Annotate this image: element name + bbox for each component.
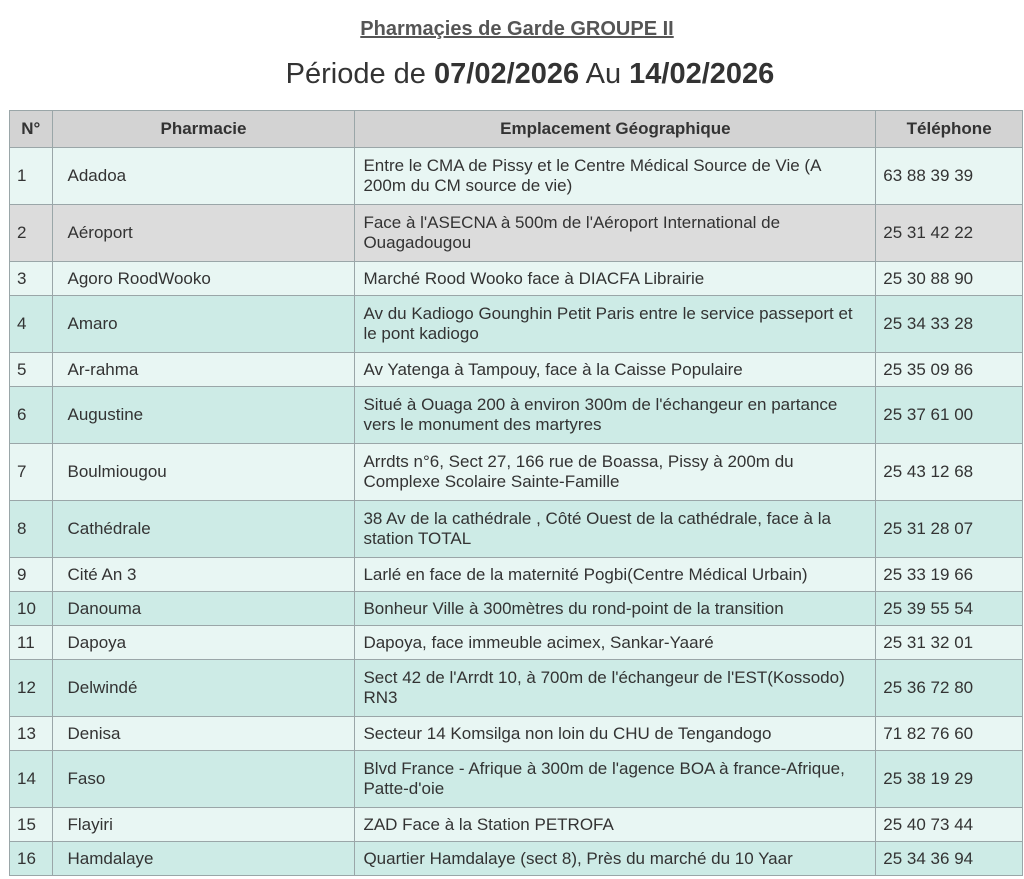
pharmacy-location: Situé à Ouaga 200 à environ 300m de l'échangeur en partance vers le monument des martyres (355, 387, 876, 444)
row-number: 3 (10, 262, 53, 296)
row-number: 7 (10, 444, 53, 501)
pharmacy-phone: 25 39 55 54 (876, 592, 1023, 626)
pharmacy-phone: 25 37 61 00 (876, 387, 1023, 444)
row-number: 13 (10, 717, 53, 751)
pharmacy-location: 38 Av de la cathédrale , Côté Ouest de la cathédrale, face à la station TOTAL (355, 501, 876, 558)
pharmacy-location: Entre le CMA de Pissy et le Centre Médical Source de Vie (A 200m du CM source de vie) (355, 148, 876, 205)
period-end-date: 14/02/2026 (629, 58, 775, 90)
pharmacy-phone: 25 31 28 07 (876, 501, 1023, 558)
row-number: 16 (10, 842, 53, 876)
pharmacy-location: Face à l'ASECNA à 500m de l'Aéroport International de Ouagadougou (355, 205, 876, 262)
pharmacy-name: Cité An 3 (52, 558, 355, 592)
pharmacy-location: Secteur 14 Komsilga non loin du CHU de Tengandogo (355, 717, 876, 751)
period-line (0, 54, 1024, 94)
table-row (10, 626, 1023, 660)
pharmacy-location: Arrdts n°6, Sect 27, 166 rue de Boassa, Pissy à 200m du Complexe Scolaire Sainte-Famille (355, 444, 876, 501)
pharmacy-phone: 71 82 76 60 (876, 717, 1023, 751)
pharmacy-location: Av Yatenga à Tampouy, face à la Caisse Populaire (355, 353, 876, 387)
header-location: Emplacement Géographique (355, 111, 876, 148)
table-row (10, 353, 1023, 387)
pharmacy-phone: 25 36 72 80 (876, 660, 1023, 717)
row-number: 14 (10, 751, 53, 808)
table-row (10, 842, 1023, 876)
pharmacy-phone: 25 40 73 44 (876, 808, 1023, 842)
pharmacy-phone: 25 33 19 66 (876, 558, 1023, 592)
pharmacy-name: Danouma (52, 592, 355, 626)
pharmacy-name: Aéroport (52, 205, 355, 262)
period-middle: Au (585, 58, 622, 90)
pharmacy-location: ZAD Face à la Station PETROFA (355, 808, 876, 842)
row-number: 11 (10, 626, 53, 660)
pharmacy-name: Adadoa (52, 148, 355, 205)
pharmacy-location: Marché Rood Wooko face à DIACFA Librairie (355, 262, 876, 296)
pharmacy-table (9, 110, 1023, 876)
header-number: N° (10, 111, 53, 148)
pharmacy-location: Bonheur Ville à 300mètres du rond-point de la transition (355, 592, 876, 626)
pharmacy-name: Cathédrale (52, 501, 355, 558)
pharmacy-name: Faso (52, 751, 355, 808)
pharmacy-phone: 25 43 12 68 (876, 444, 1023, 501)
row-number: 6 (10, 387, 53, 444)
pharmacy-name: Delwindé (52, 660, 355, 717)
pharmacy-location: Sect 42 de l'Arrdt 10, à 700m de l'échangeur de l'EST(Kossodo) RN3 (355, 660, 876, 717)
table-row (10, 387, 1023, 444)
table-row (10, 751, 1023, 808)
header-phone: Téléphone (876, 111, 1023, 148)
pharmacy-phone: 25 30 88 90 (876, 262, 1023, 296)
pharmacy-name: Agoro RoodWooko (52, 262, 355, 296)
table-row (10, 501, 1023, 558)
table-row (10, 296, 1023, 353)
pharmacy-name: Flayiri (52, 808, 355, 842)
table-row (10, 592, 1023, 626)
pharmacy-location: Blvd France - Afrique à 300m de l'agence BOA à france-Afrique, Patte-d'oie (355, 751, 876, 808)
pharmacy-name: Hamdalaye (52, 842, 355, 876)
row-number: 4 (10, 296, 53, 353)
pharmacy-name: Augustine (52, 387, 355, 444)
pharmacy-phone: 25 35 09 86 (876, 353, 1023, 387)
pharmacy-location: Av du Kadiogo Gounghin Petit Paris entre le service passeport et le pont kadiogo (355, 296, 876, 353)
pharmacy-phone: 25 38 19 29 (876, 751, 1023, 808)
pharmacy-phone: 25 31 42 22 (876, 205, 1023, 262)
pharmacy-phone: 25 34 33 28 (876, 296, 1023, 353)
row-number: 9 (10, 558, 53, 592)
header-pharmacy: Pharmacie (52, 111, 355, 148)
pharmacy-phone: 63 88 39 39 (876, 148, 1023, 205)
table-row (10, 558, 1023, 592)
row-number: 8 (10, 501, 53, 558)
document-title: Pharmaçies de Garde GROUPE II (360, 18, 674, 40)
pharmacy-location: Quartier Hamdalaye (sect 8), Près du marché du 10 Yaar (355, 842, 876, 876)
row-number: 10 (10, 592, 53, 626)
table-row (10, 444, 1023, 501)
period-prefix: Période de (285, 58, 426, 90)
pharmacy-phone: 25 34 36 94 (876, 842, 1023, 876)
row-number: 5 (10, 353, 53, 387)
pharmacy-name: Denisa (52, 717, 355, 751)
pharmacy-name: Amaro (52, 296, 355, 353)
table-row (10, 205, 1023, 262)
row-number: 2 (10, 205, 53, 262)
table-row (10, 262, 1023, 296)
row-number: 15 (10, 808, 53, 842)
pharmacy-name: Boulmiougou (52, 444, 355, 501)
period-start-date: 07/02/2026 (434, 58, 580, 90)
pharmacy-location: Dapoya, face immeuble acimex, Sankar-Yaaré (355, 626, 876, 660)
table-header-row (10, 111, 1023, 148)
pharmacy-name: Dapoya (52, 626, 355, 660)
pharmacy-name: Ar-rahma (52, 353, 355, 387)
row-number: 12 (10, 660, 53, 717)
table-row (10, 660, 1023, 717)
table-row (10, 808, 1023, 842)
row-number: 1 (10, 148, 53, 205)
pharmacy-location: Larlé en face de la maternité Pogbi(Centre Médical Urbain) (355, 558, 876, 592)
table-row (10, 148, 1023, 205)
pharmacy-phone: 25 31 32 01 (876, 626, 1023, 660)
table-row (10, 717, 1023, 751)
